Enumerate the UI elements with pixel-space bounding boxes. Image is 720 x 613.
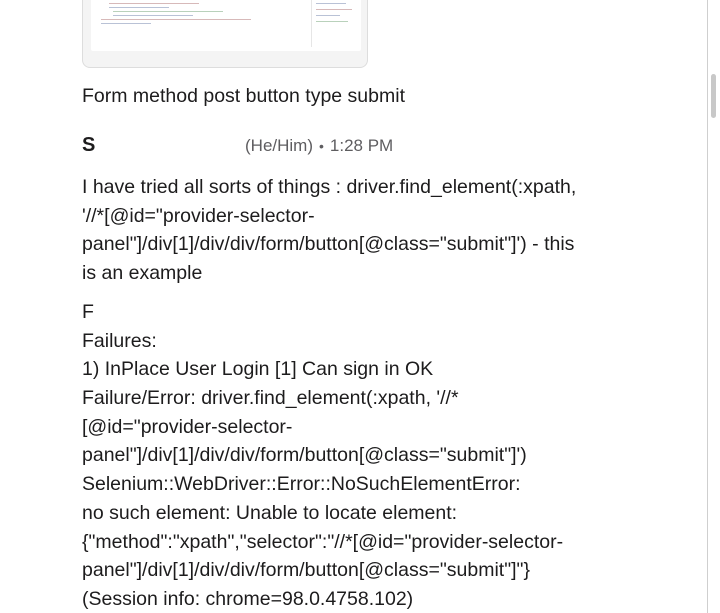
error-line: {"method":"xpath","selector":"//*[@id="provider-selector-: [82, 530, 564, 553]
error-line: panel"]/div[1]/div/div/form/button[@class="submit"]'): [82, 444, 527, 467]
previous-message-text: Form method post button type submit: [82, 85, 405, 107]
error-output: [82, 298, 563, 613]
scrollbar-thumb[interactable]: [711, 74, 716, 118]
sender-pronouns: (He/Him): [245, 136, 313, 155]
message-body: [82, 173, 576, 288]
message-line: '//*[@id="provider-selector-: [82, 204, 315, 227]
message-timestamp[interactable]: 1:28 PM: [329, 136, 394, 155]
error-line: no such element: Unable to locate element:: [82, 501, 458, 524]
error-line: Failure/Error: driver.find_element(:xpath, '//*: [82, 387, 459, 410]
error-line: 1) InPlace User Login [1] Can sign in OK: [82, 358, 434, 381]
error-line: Failures:: [82, 329, 157, 352]
error-line: [@id="provider-selector-: [82, 415, 293, 438]
error-line: (Session info: chrome=98.0.4758.102): [82, 587, 414, 610]
attachment-preview-image: [91, 0, 361, 51]
scrollbar[interactable]: [707, 0, 720, 613]
error-line: F: [82, 301, 94, 323]
meta-separator: •: [319, 138, 324, 154]
message-line: I have tried all sorts of things : driver.find_element(:xpath,: [82, 176, 577, 198]
message-meta: [245, 136, 393, 156]
message-line: panel"]/div[1]/div/div/form/button[@class="submit"]') - this: [82, 233, 575, 256]
screenshot-attachment[interactable]: [82, 0, 368, 68]
message-line: is an example: [82, 262, 203, 285]
error-line: panel"]/div[1]/div/div/form/button[@class="submit"]"}: [82, 559, 530, 582]
error-line: Selenium::WebDriver::Error::NoSuchElementError:: [82, 473, 521, 496]
sender-name[interactable]: S: [82, 134, 96, 156]
